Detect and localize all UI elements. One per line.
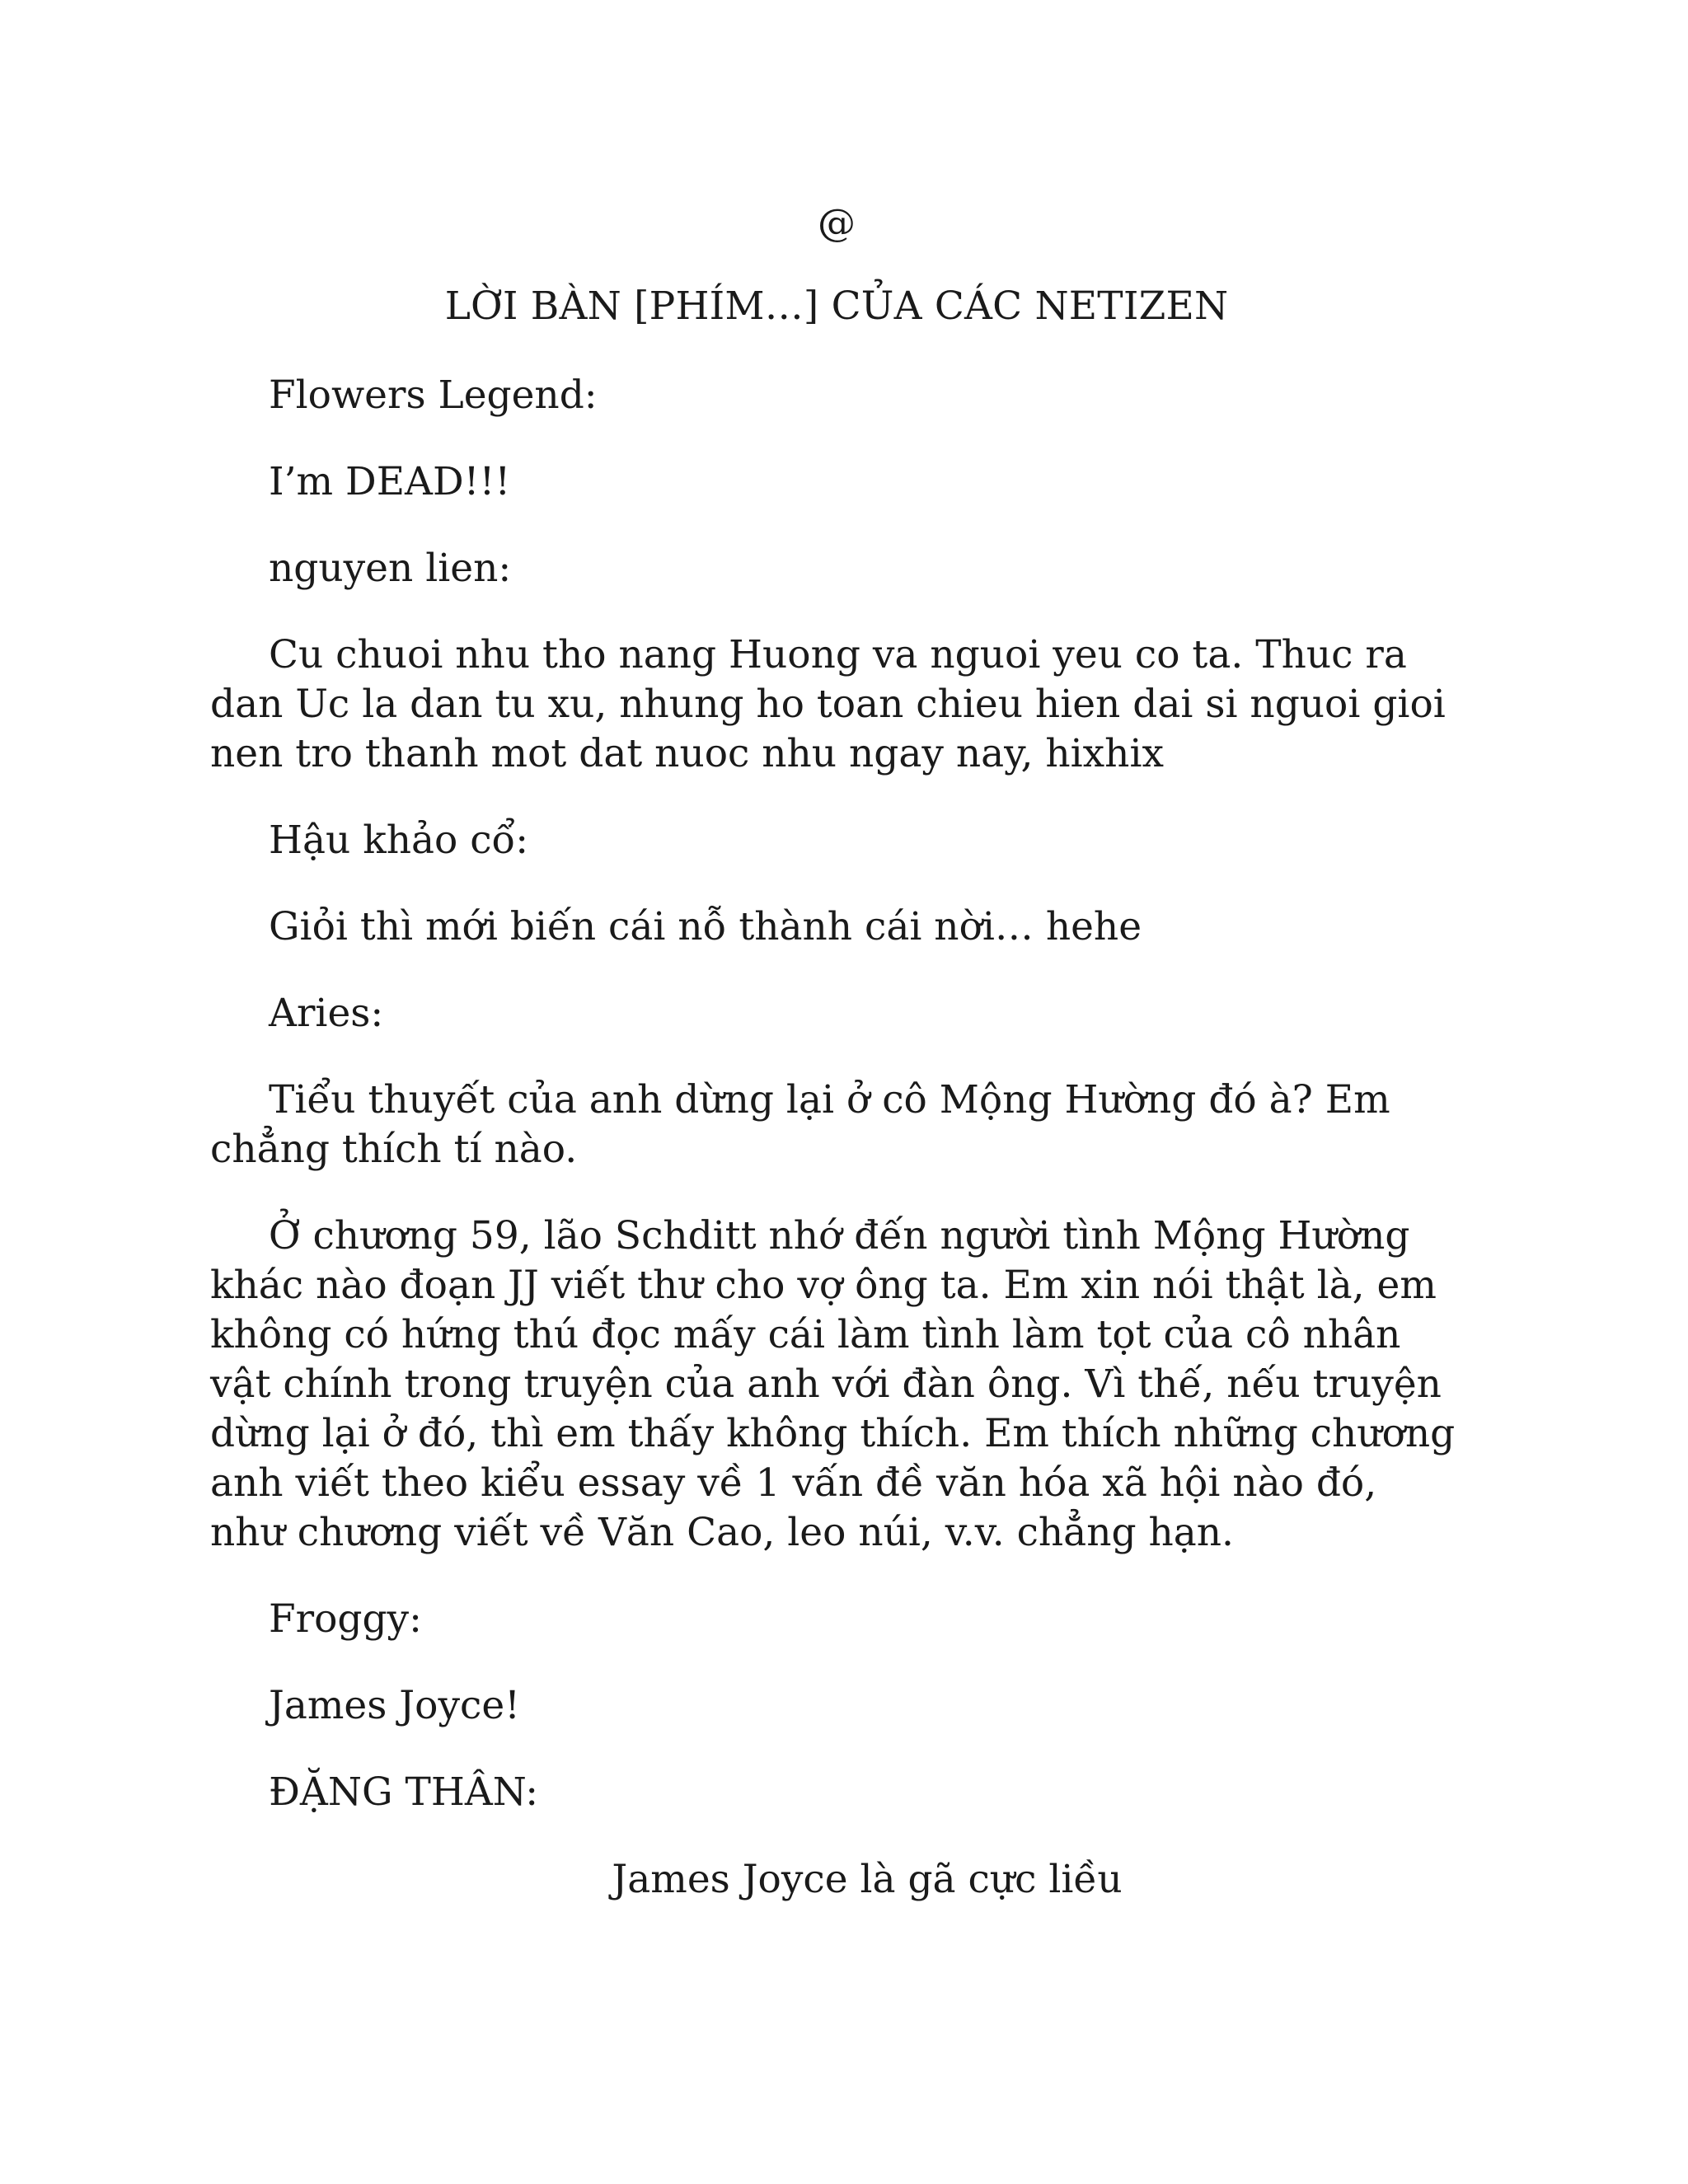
commenter-name: Aries: xyxy=(269,991,384,1036)
comment-text: Ở chương 59, lão Schditt nhớ đến người tình Mộng Hường khác nào đoạn JJ viết thư cho vợ ông ta. Em xin nói thật là, em không có hứng thú đọc mấy cái làm tình làm tọt của cô nhân vật chính trong truyện của anh với đàn ông. Vì thế, nếu truyện dừng lại ở đó, thì em thấy không thích. Em thích những chương anh viết theo kiểu essay về 1 vấn đề văn hóa xã hội nào đó, như chương viết về Văn Cao, leo núi, v.v. chẳng hạn. xyxy=(210,1213,1456,1555)
comment-text: Tiểu thuyết của anh dừng lại ở cô Mộng Hường đó à? Em chẳng thích tí nào. xyxy=(210,1077,1390,1172)
comment-text: Giỏi thì mới biến cái nỗ thành cái nời… hehe xyxy=(269,904,1142,949)
commenter-name: Hậu khảo cổ: xyxy=(269,818,529,863)
document-page xyxy=(210,198,1463,1905)
commenter-name: Flowers Legend: xyxy=(269,373,598,418)
commenter-name: Froggy: xyxy=(269,1596,422,1642)
comment-text: I’m DEAD!!! xyxy=(269,459,511,504)
comment-text: James Joyce! xyxy=(269,1683,521,1728)
ornament-symbol: @ xyxy=(818,200,856,245)
commenter-name: nguyen lien: xyxy=(269,546,512,591)
page-title: LỜI BÀN [PHÍM…] CỦA CÁC NETIZEN xyxy=(444,284,1229,329)
commenter-name: ĐẶNG THÂN: xyxy=(269,1769,539,1815)
closing-line: James Joyce là gã cực liều xyxy=(612,1857,1123,1902)
comment-text: Cu chuoi nhu tho nang Huong va nguoi yeu co ta. Thuc ra dan Uc la dan tu xu, nhung ho toan chieu hien dai si nguoi gioi nen tro thanh mot dat nuoc nhu ngay nay, hixhix xyxy=(210,632,1446,776)
